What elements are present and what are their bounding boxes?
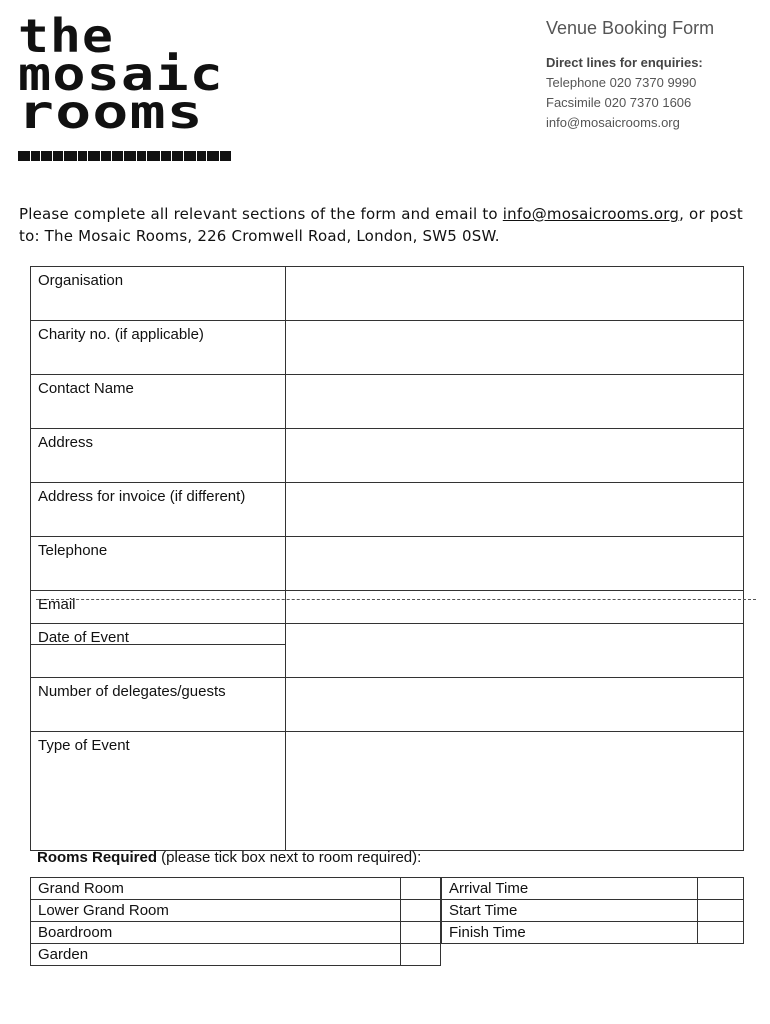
charity-number-field[interactable] xyxy=(286,321,744,375)
logo-tile xyxy=(147,151,160,161)
logo-tile xyxy=(220,151,231,161)
room-checkbox-lower-grand-room[interactable] xyxy=(401,900,441,922)
logo-tile xyxy=(172,151,183,161)
enquiries-heading: Direct lines for enquiries: xyxy=(546,55,703,70)
type-of-event-label: Type of Event xyxy=(31,732,286,851)
mosaic-rooms-logo xyxy=(18,14,232,164)
rooms-required-note: (please tick box next to room required): xyxy=(157,849,422,866)
times-table xyxy=(441,877,744,944)
section-divider xyxy=(36,599,756,600)
logo-tile-strip xyxy=(18,151,231,161)
table-row xyxy=(442,922,744,944)
rooms-required-heading xyxy=(37,849,421,866)
logo-tile xyxy=(64,151,77,161)
logo-tile xyxy=(124,151,136,161)
table-row xyxy=(31,375,744,429)
logo-tile xyxy=(161,151,171,161)
logo-tile xyxy=(101,151,111,161)
logo-tile xyxy=(18,151,30,161)
room-checkbox-grand-room[interactable] xyxy=(401,878,441,900)
table-row xyxy=(31,624,744,678)
room-label-lower-grand-room: Lower Grand Room xyxy=(31,900,401,922)
logo-tile xyxy=(31,151,40,161)
table-row xyxy=(31,429,744,483)
room-checkbox-garden[interactable] xyxy=(401,944,441,966)
logo-tile xyxy=(197,151,206,161)
facsimile-line: Facsimile 020 7370 1606 xyxy=(546,95,692,110)
intro-instructions xyxy=(19,203,764,247)
room-label-grand-room: Grand Room xyxy=(31,878,401,900)
table-row xyxy=(31,483,744,537)
table-row xyxy=(31,732,744,851)
email-label: Email xyxy=(31,591,286,645)
logo-tile xyxy=(53,151,63,161)
rooms-table xyxy=(30,877,441,966)
table-row xyxy=(31,922,441,944)
logo-tile xyxy=(137,151,146,161)
address-field[interactable] xyxy=(286,429,744,483)
room-label-garden: Garden xyxy=(31,944,401,966)
start-time-label: Start Time xyxy=(442,900,698,922)
table-row xyxy=(442,900,744,922)
finish-time-label: Finish Time xyxy=(442,922,698,944)
logo-graphic xyxy=(18,14,232,164)
delegates-field[interactable] xyxy=(286,678,744,732)
charity-number-label: Charity no. (if applicable) xyxy=(31,321,286,375)
telephone-line: Telephone 020 7370 9990 xyxy=(546,75,697,90)
logo-tile xyxy=(207,151,219,161)
table-row xyxy=(31,267,744,321)
contact-name-label: Contact Name xyxy=(31,375,286,429)
email-line: info@mosaicrooms.org xyxy=(546,115,680,130)
intro-email-link[interactable]: info@mosaicrooms.org xyxy=(502,205,680,223)
organisation-field[interactable] xyxy=(286,267,744,321)
table-row xyxy=(442,878,744,900)
rooms-required-bold: Rooms Required xyxy=(37,849,158,866)
intro-text-after: , or post to: The Mosaic Rooms, 226 Cromwell Road, London, SW5 0SW. xyxy=(19,205,743,245)
arrival-time-label: Arrival Time xyxy=(442,878,698,900)
table-row xyxy=(31,678,744,732)
logo-tile xyxy=(41,151,52,161)
table-row xyxy=(31,900,441,922)
delegates-label: Number of delegates/guests xyxy=(31,678,286,732)
event-details-table xyxy=(30,623,744,851)
invoice-address-field[interactable] xyxy=(286,483,744,537)
invoice-address-label: Address for invoice (if different) xyxy=(31,483,286,537)
address-label: Address xyxy=(31,429,286,483)
arrival-time-field[interactable] xyxy=(698,878,744,900)
finish-time-field[interactable] xyxy=(698,922,744,944)
date-of-event-field[interactable] xyxy=(286,624,744,678)
intro-text-before: Please complete all relevant sections of the form and email to xyxy=(19,205,503,223)
telephone-label: Telephone xyxy=(31,537,286,591)
logo-tile xyxy=(78,151,87,161)
date-of-event-label: Date of Event xyxy=(31,624,286,678)
organisation-label: Organisation xyxy=(31,267,286,321)
type-of-event-field[interactable] xyxy=(286,732,744,851)
table-row xyxy=(31,878,441,900)
telephone-field[interactable] xyxy=(286,537,744,591)
table-row xyxy=(31,537,744,591)
header-contact-block xyxy=(546,18,761,133)
table-row xyxy=(31,944,441,966)
logo-line-mosaic: mosaic xyxy=(18,47,224,101)
room-checkbox-boardroom[interactable] xyxy=(401,922,441,944)
logo-line-rooms: rooms xyxy=(18,85,204,139)
logo-line-the: the xyxy=(18,14,114,63)
form-title: Venue Booking Form xyxy=(546,18,715,38)
logo-tile xyxy=(112,151,123,161)
logo-tile xyxy=(184,151,196,161)
table-row xyxy=(31,321,744,375)
start-time-field[interactable] xyxy=(698,900,744,922)
logo-tile xyxy=(88,151,100,161)
contact-details-table xyxy=(30,266,744,645)
room-label-boardroom: Boardroom xyxy=(31,922,401,944)
contact-name-field[interactable] xyxy=(286,375,744,429)
